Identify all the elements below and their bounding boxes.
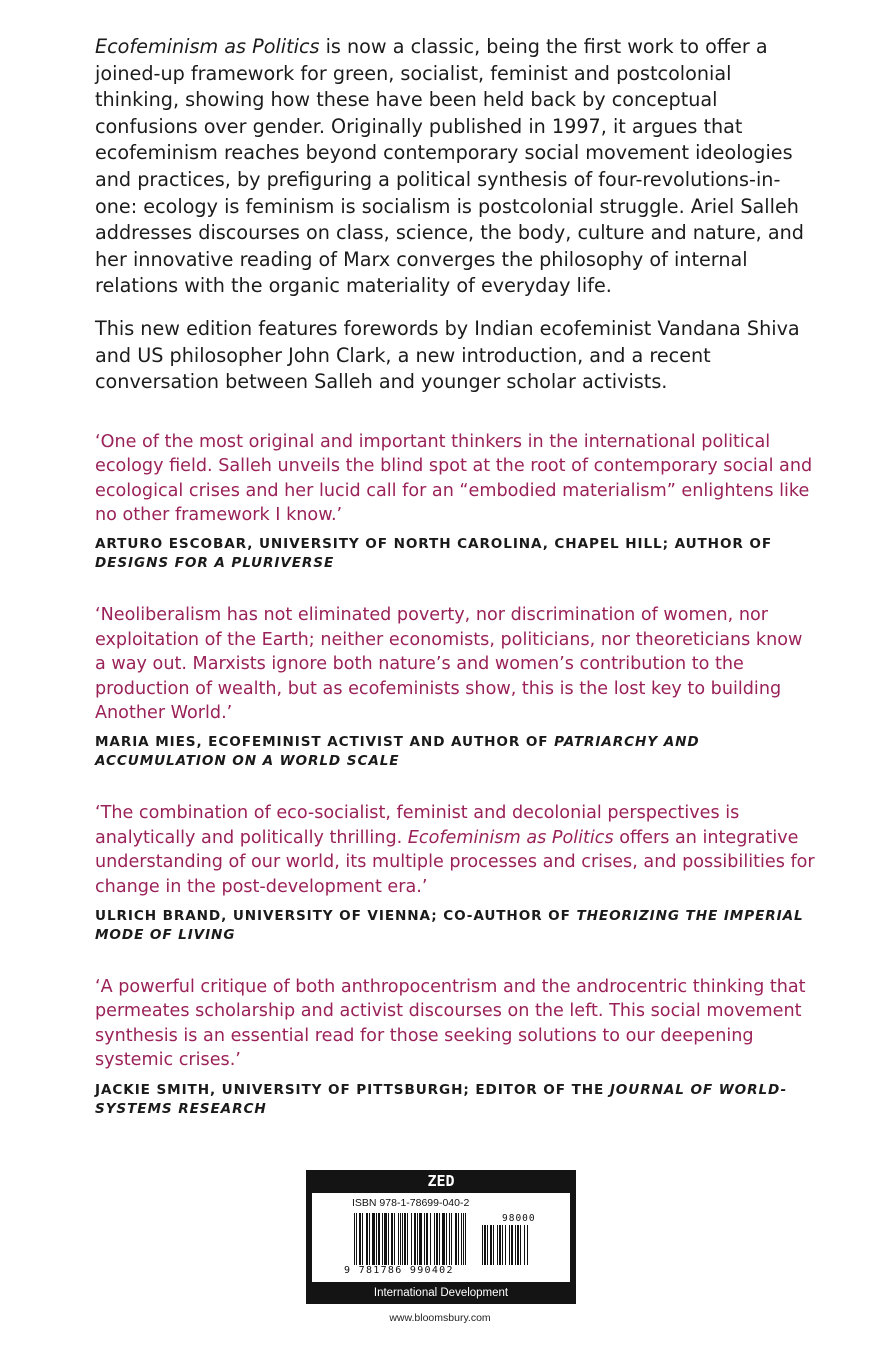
endorsement-attribution: JACKIE SMITH, UNIVERSITY OF PITTSBURGH; EDITOR OF THE JOURNAL OF WORLD-SYSTEMS RESEARCH	[95, 1081, 787, 1117]
book-description	[95, 34, 815, 396]
endorsement-quote: ‘One of the most original and important thinkers in the international political ecology field. Salleh unveils the blind spot at the root of contemporary social and ecological crises and her lucid call for an “embodied materialism” enlightens like no other framework I know.’	[95, 431, 813, 525]
endorsement-4	[95, 975, 815, 1119]
endorsement-attribution: ARTURO ESCOBAR, UNIVERSITY OF NORTH CAROLINA, CHAPEL HILL; AUTHOR OF DESIGNS FOR A PLURIVERSE	[95, 536, 773, 572]
zed-logo: ZED	[427, 1172, 455, 1190]
addon-barcode-icon	[482, 1225, 544, 1265]
endorsement-1	[95, 430, 815, 574]
ean-barcode-icon	[354, 1213, 474, 1265]
book-title: Ecofeminism as Politics	[95, 35, 320, 58]
endorsement-3	[95, 801, 815, 945]
isbn-label: ISBN 978-1-78699-040-2	[352, 1197, 470, 1209]
subject-category: International Development	[373, 1287, 509, 1299]
endorsement-attribution: ULRICH BRAND, UNIVERSITY OF VIENNA; CO-AUTHOR OF THEORIZING THE IMPERIAL MODE OF LIVING	[95, 908, 804, 943]
back-cover-content	[95, 34, 815, 1149]
barcode-area	[312, 1193, 570, 1282]
description-text: is now a classic, being the first work to offer a joined-up framework for green, socialist, feminist and postcolonial thinking, showing how these have been held back by conceptual confusions over gender. Originally published in 1997, it argues that ecofeminism reaches beyond contemporary social movement ideologies and practices, by prefiguring a political synthesis of four-revolutions-in-one: ecology is feminism is socialism is postcolonial struggle. Ariel Salleh addresses discourses on class, science, the body, culture and nature, and her innovative reading of Marx converges the philosophy of internal relations with the organic materiality of everyday life.	[95, 35, 804, 298]
barcode-panel	[306, 1170, 576, 1304]
ean-digits: 9 781786 990402	[344, 1265, 454, 1276]
endorsement-quote: ‘A powerful critique of both anthropocentrism and the androcentric thinking that permeates scholarship and activist discourses on the left. This social movement synthesis is an essential read for those seeking solutions to our deepening systemic crises.’	[95, 977, 806, 1071]
endorsement-2	[95, 603, 815, 771]
description-paragraph-2: This new edition features forewords by Indian ecofeminist Vandana Shiva and US philosopher John Clark, a new introduction, and a recent conversation between Salleh and younger scholar activists.	[95, 316, 800, 394]
endorsement-attribution: MARIA MIES, ECOFEMINIST ACTIVIST AND AUTHOR OF PATRIARCHY AND ACCUMULATION ON A WORLD SCALE	[95, 734, 700, 770]
endorsement-quote: ‘Neoliberalism has not eliminated poverty, nor discrimination of women, nor exploitation of the Earth; neither economists, politicians, nor theoreticians know a way out. Marxists ignore both nature’s and women’s contribution to the production of wealth, but as ecofeminists show, this is the lost key to building Another World.’	[95, 605, 803, 723]
description-paragraph-1	[95, 34, 815, 300]
publisher-website: www.bloomsbury.com	[389, 1312, 491, 1324]
endorsement-quote: ‘The combination of eco-socialist, feminist and decolonial perspectives is analytically and politically thrilling. Ecofeminism as Politics offers an integrative understanding of our world, its multiple processes and crises, and possibilities for change in the post-development era.’	[95, 803, 815, 897]
price-addon-digits: 98000	[502, 1213, 536, 1224]
